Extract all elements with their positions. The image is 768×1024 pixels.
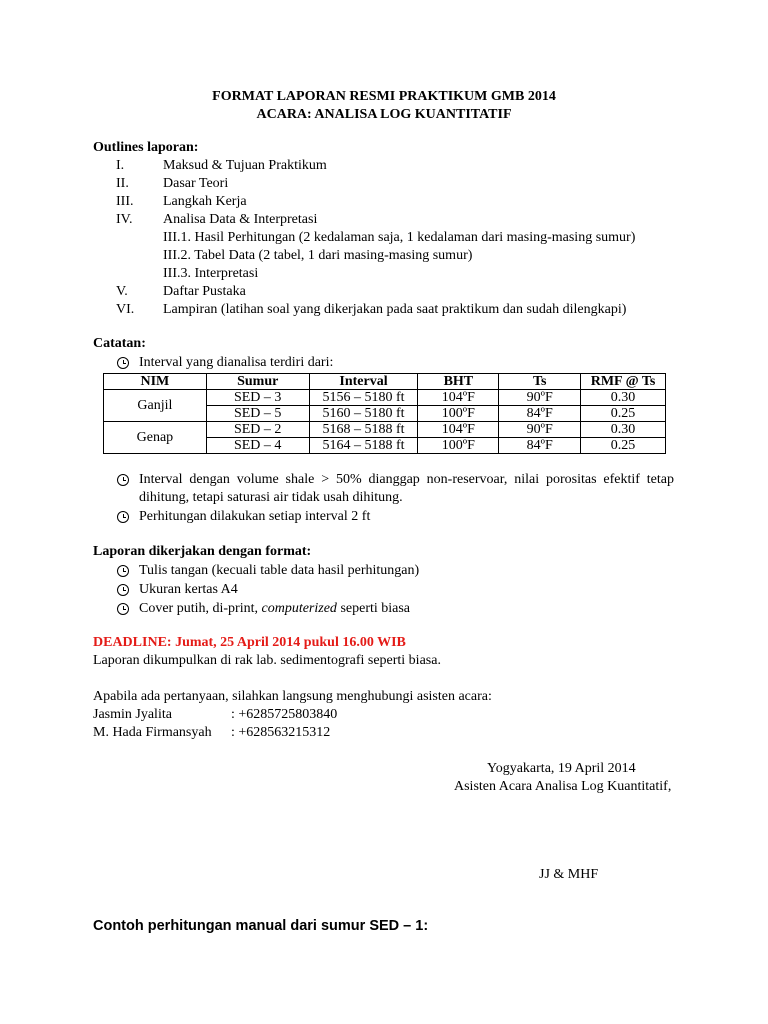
table-header: Ts [499,374,581,390]
table-group-cell: Ganjil [104,390,207,422]
contact-phone: : +6285725803840 [231,707,338,722]
outline-heading: Outlines laporan: [93,140,199,155]
table-cell: 84ºF [499,406,581,422]
outline-item: Maksud & Tujuan Praktikum [163,158,327,173]
table-cell: 84ºF [499,438,581,454]
table-cell: 0.30 [581,422,666,438]
table-group-cell: Genap [104,422,207,454]
catatan-bullet-3: Perhitungan dilakukan setiap interval 2 ft [139,509,371,524]
table-cell: 100ºF [418,406,499,422]
outline-num: III. [116,194,134,209]
signature-role: Asisten Acara Analisa Log Kuantitatif, [454,779,672,794]
format-item-3-emphasis: computerized [261,601,337,616]
table-header-row [104,374,666,390]
contact-name: M. Hada Firmansyah [93,725,212,740]
catatan-bullet-1: Interval yang dianalisa terdiri dari: [139,355,334,370]
clock-bullet-icon [117,584,129,596]
format-item-3-pre: Cover putih, di-print, [139,601,262,616]
table-cell: 5168 – 5188 ft [309,422,418,438]
title-line-1: FORMAT LAPORAN RESMI PRAKTIKUM GMB 2014 [212,89,556,104]
clock-bullet-icon [117,511,129,523]
outline-item: Dasar Teori [163,176,229,191]
outline-item: Lampiran (latihan soal yang dikerjakan pada saat praktikum dan sudah dilengkapi) [163,302,627,317]
table-cell: 90ºF [499,422,581,438]
table-header: NIM [104,374,207,390]
title-line-2: ACARA: ANALISA LOG KUANTITATIF [256,107,512,122]
table-cell: SED – 3 [206,390,309,406]
format-item-1: Tulis tangan (kecuali table data hasil perhitungan) [139,563,420,578]
outline-num: IV. [116,212,133,227]
deadline-note: Laporan dikumpulkan di rak lab. sedimentografi seperti biasa. [93,653,441,668]
contact-name: Jasmin Jyalita [93,707,172,722]
table-cell: 5164 – 5188 ft [309,438,418,454]
table-cell: 5160 – 5180 ft [309,406,418,422]
signature-place-date: Yogyakarta, 19 April 2014 [487,761,636,776]
table-header: BHT [418,374,499,390]
table-cell: SED – 2 [206,422,309,438]
example-heading: Contoh perhitungan manual dari sumur SED – 1: [93,918,429,934]
table-cell: 90ºF [499,390,581,406]
table-cell: 5156 – 5180 ft [309,390,418,406]
table-cell: SED – 4 [206,438,309,454]
outline-num: II. [116,176,129,191]
table-cell: 0.30 [581,390,666,406]
outline-num: V. [116,284,128,299]
outline-subitem: III.2. Tabel Data (2 tabel, 1 dari masing-masing sumur) [163,248,473,263]
catatan-heading: Catatan: [93,336,146,351]
outline-item: Langkah Kerja [163,194,247,209]
catatan-bullet-2-line-2: dihitung, tetapi saturasi air tidak usah dihitung. [139,490,403,505]
clock-bullet-icon [117,565,129,577]
deadline-text: DEADLINE: Jumat, 25 April 2014 pukul 16.00 WIB [93,635,406,650]
outline-item: Daftar Pustaka [163,284,246,299]
contact-phone: : +628563215312 [231,725,331,740]
interval-table [103,373,666,454]
outline-num: VI. [116,302,135,317]
format-item-3 [139,600,410,618]
table-row [104,422,666,438]
table-cell: 100ºF [418,438,499,454]
outline-item: Analisa Data & Interpretasi [163,212,318,227]
contact-intro: Apabila ada pertanyaan, silahkan langsung menghubungi asisten acara: [93,689,492,704]
table-header: Interval [309,374,418,390]
clock-bullet-icon [117,357,129,369]
outline-subitem: III.3. Interpretasi [163,266,259,281]
table-header: Sumur [206,374,309,390]
format-item-2: Ukuran kertas A4 [139,582,238,597]
signature-initials: JJ & MHF [539,867,599,882]
catatan-bullet-2-line-1: Interval dengan volume shale > 50% dianggap non-reservoar, nilai porositas efektif tetap [139,472,674,487]
outline-num: I. [116,158,125,173]
format-heading: Laporan dikerjakan dengan format: [93,544,312,559]
clock-bullet-icon [117,603,129,615]
table-cell: 0.25 [581,438,666,454]
clock-bullet-icon [117,474,129,486]
format-item-3-post: seperti biasa [336,601,411,616]
table-cell: 104ºF [418,422,499,438]
table-row [104,390,666,406]
table-cell: 0.25 [581,406,666,422]
table-cell: 104ºF [418,390,499,406]
table-header: RMF @ Ts [581,374,666,390]
outline-subitem: III.1. Hasil Perhitungan (2 kedalaman saja, 1 kedalaman dari masing-masing sumur) [163,230,636,245]
table-cell: SED – 5 [206,406,309,422]
